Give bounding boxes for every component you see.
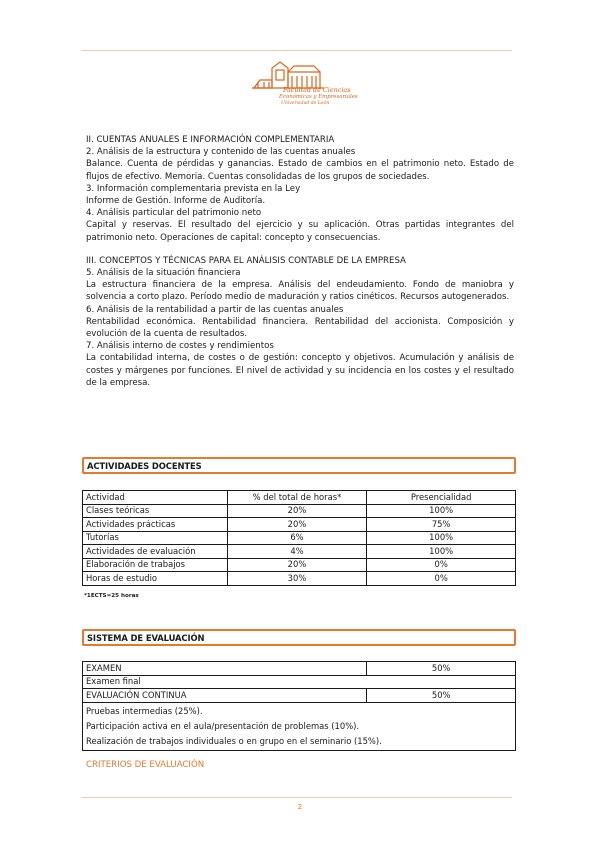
- continuous-items: [83, 702, 516, 750]
- ects-footnote: *1ECTS=25 horas: [84, 593, 139, 599]
- table-cell: 6%: [227, 531, 367, 545]
- section-2-title: II. CUENTAS ANUALES E INFORMACIÓN COMPLEMENTARIA: [86, 135, 335, 145]
- table-row: [83, 572, 516, 586]
- table-cell: Tutorías: [83, 531, 228, 545]
- section-3-title: III. CONCEPTOS Y TÉCNICAS PARA EL ANÁLISIS CONTABLE DE LA EMPRESA: [86, 255, 406, 266]
- topic-6-text: Rentabilidad económica. Rentabilidad financiera. Rentabilidad del accionista. Composición y evolución de la cuenta de resultados.: [86, 316, 514, 340]
- list-item: Realización de trabajos individuales o en grupo en el seminario (15%).: [86, 735, 382, 746]
- table-header: Presencialidad: [367, 491, 516, 505]
- table-cell: 100%: [367, 545, 516, 559]
- evaluation-table: [82, 661, 516, 751]
- table-cell: 4%: [227, 545, 367, 559]
- topic-7-title: 7. Análisis interno de costes y rendimientos: [86, 341, 274, 352]
- page-number: 2: [297, 803, 303, 811]
- table-row: [83, 662, 516, 676]
- list-item: Participación activa en el aula/presentación de problemas (10%).: [86, 720, 360, 731]
- topic-4-text: Capital y reservas. El resultado del ejercicio y su aplicación. Otras partidas integrantes del patrimonio neto. Operaciones de capital: concepto y consecuencias.: [86, 220, 514, 243]
- footer-rule: [82, 797, 512, 798]
- table-cell: 100%: [367, 504, 516, 518]
- topic-5-title: 5. Análisis de la situación financiera: [86, 268, 241, 279]
- evaluation-heading: SISTEMA DE EVALUACIÓN: [82, 629, 516, 646]
- table-row: [83, 531, 516, 545]
- table-cell: Horas de estudio: [83, 572, 228, 586]
- exam-percentage: 50%: [367, 662, 516, 676]
- topic-3-text: Informe de Gestión. Informe de Auditoría.: [86, 196, 266, 207]
- table-cell: 30%: [227, 572, 367, 586]
- table-cell: 0%: [367, 572, 516, 586]
- table-cell: 100%: [367, 531, 516, 545]
- table-row: [83, 702, 516, 750]
- criteria-heading: CRITERIOS DE EVALUACIÓN: [86, 760, 205, 770]
- table-row: [83, 689, 516, 703]
- table-row: [83, 518, 516, 532]
- table-cell: 0%: [367, 558, 516, 572]
- table-row: [83, 675, 516, 689]
- table-cell: 75%: [367, 518, 516, 532]
- topic-6-title: 6. Análisis de la rentabilidad a partir de las cuentas anuales: [86, 304, 344, 315]
- table-cell: Actividades prácticas: [83, 518, 228, 532]
- exam-label: EXAMEN: [83, 662, 367, 676]
- table-row: [83, 558, 516, 572]
- continuous-label: EVALUACIÓN CONTINUA: [83, 689, 367, 703]
- topic-4-title: 4. Análisis particular del patrimonio neto: [86, 208, 262, 219]
- syllabus-content: [86, 134, 514, 389]
- topic-5-text: La estructura financiera de la empresa. Análisis del endeudamiento. Fondo de maniobra y solvencia a corto plazo. Período medio de maduración y ratios cinéticos. Recursos autogenerados.: [86, 280, 514, 303]
- table-cell: Clases teóricas: [83, 504, 228, 518]
- list-item: Pruebas intermedias (25%).: [86, 705, 203, 716]
- table-header: Actividad: [83, 491, 228, 505]
- header-rule: [82, 50, 512, 51]
- table-row: [83, 545, 516, 559]
- exam-final: Examen final: [83, 675, 516, 689]
- table-header-row: [83, 491, 516, 505]
- logo-line-1: Facultad de Ciencias: [283, 86, 351, 94]
- topic-7-text: La contabilidad interna, de costes o de gestión: concepto y objetivos. Acumulación y análisis de costes y márgenes por funciones. El nivel de actividad y su incidencia en los costes y el resultado de la empresa.: [86, 353, 514, 388]
- logo-line-2: Económicas y Empresariales: [279, 94, 358, 100]
- topic-2-text: Balance. Cuenta de pérdidas y ganancias. Estado de cambios en el patrimonio neto. Estado de flujos de efectivo. Memoria. Cuentas consolidadas de los grupos de sociedades.: [86, 159, 514, 182]
- table-cell: Actividades de evaluación: [83, 545, 228, 559]
- table-header: % del total de horas*: [227, 491, 367, 505]
- activities-table: [82, 490, 516, 586]
- topic-2-title: 2. Análisis de la estructura y contenido de las cuentas anuales: [86, 147, 356, 158]
- continuous-percentage: 50%: [367, 689, 516, 703]
- table-cell: 20%: [227, 504, 367, 518]
- table-cell: 20%: [227, 558, 367, 572]
- table-row: [83, 504, 516, 518]
- activities-heading: ACTIVIDADES DOCENTES: [82, 457, 516, 474]
- logo-line-3: Universidad de León: [281, 101, 330, 106]
- table-cell: 20%: [227, 518, 367, 532]
- topic-3-title: 3. Información complementaria prevista en la Ley: [86, 183, 301, 194]
- table-cell: Elaboración de trabajos: [83, 558, 228, 572]
